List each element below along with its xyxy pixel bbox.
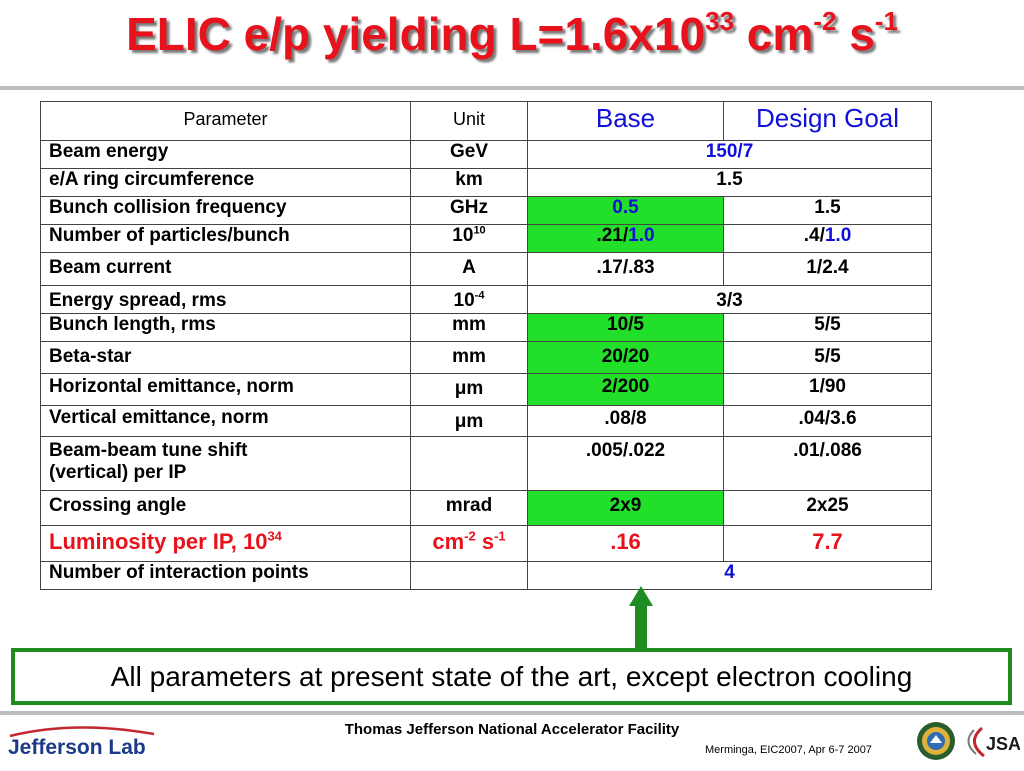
goal-cell: 1/90 — [724, 374, 932, 406]
unit-cell: GeV — [411, 141, 528, 169]
base-cell: .21/1.0 — [528, 225, 724, 253]
goal-cell: 5/5 — [724, 314, 932, 342]
unit-cell: A — [411, 253, 528, 286]
unit-cell — [411, 437, 528, 491]
param-cell: Beam energy — [41, 141, 411, 169]
param-cell: Vertical emittance, norm — [41, 406, 411, 437]
base-cell: .16 — [528, 526, 724, 562]
table-row — [41, 374, 932, 406]
header-unit: Unit — [411, 102, 528, 141]
goal-cell: .4/1.0 — [724, 225, 932, 253]
unit-cell: mm — [411, 314, 528, 342]
goal-cell: 5/5 — [724, 342, 932, 374]
doe-seal-icon — [916, 721, 956, 761]
jsa-logo-icon — [962, 722, 1020, 762]
unit-cell: μm — [411, 406, 528, 437]
header-design-goal: Design Goal — [724, 102, 932, 141]
base-cell: 20/20 — [528, 342, 724, 374]
goal-cell: 1.5 — [724, 197, 932, 225]
jefferson-lab-logo-text: Jefferson Lab — [8, 736, 146, 759]
merged-value-cell: 150/7 — [528, 141, 932, 169]
header-base: Base — [528, 102, 724, 141]
unit-cell: mm — [411, 342, 528, 374]
param-cell: Luminosity per IP, $10^{34}$ — [41, 526, 411, 562]
table-row — [41, 406, 932, 437]
page-title: ELIC e/p yielding $L=1.6x10^{33}$ $cm^{-2}$ $s^{-1}$ — [126, 6, 898, 60]
goal-cell: .04/3.6 — [724, 406, 932, 437]
param-cell: e/A ring circumference — [41, 169, 411, 197]
goal-cell: 1/2.4 — [724, 253, 932, 286]
param-cell: Number of particles/bunch — [41, 225, 411, 253]
param-cell: Beam-beam tune shift (vertical) per IP — [41, 437, 411, 491]
unit-cell: $10^{-4}$ — [411, 286, 528, 314]
base-cell: 2/200 — [528, 374, 724, 406]
footer-author: Merminga, EIC2007, Apr 6-7 2007 — [705, 744, 872, 756]
param-cell: Horizontal emittance, norm — [41, 374, 411, 406]
table-row — [41, 286, 932, 314]
unit-cell: $cm^{-2}$ $s^{-1}$ — [411, 526, 528, 562]
table-row — [41, 562, 932, 590]
top-divider — [0, 86, 1024, 90]
goal-cell: 2x25 — [724, 491, 932, 526]
merged-value-cell: 1.5 — [528, 169, 932, 197]
unit-cell: mrad — [411, 491, 528, 526]
table-row — [41, 141, 932, 169]
goal-cell: 7.7 — [724, 526, 932, 562]
unit-cell — [411, 562, 528, 590]
param-cell: Bunch collision frequency — [41, 197, 411, 225]
table-row-luminosity — [41, 526, 932, 562]
table-row — [41, 491, 932, 526]
table-row — [41, 225, 932, 253]
bottom-divider — [0, 711, 1024, 715]
table-row — [41, 253, 932, 286]
unit-cell: μm — [411, 374, 528, 406]
note-box: All parameters at present state of the art, except electron cooling — [11, 648, 1012, 705]
footer-facility: Thomas Jefferson National Accelerator Facility — [344, 721, 680, 738]
base-cell: .08/8 — [528, 406, 724, 437]
unit-cell: $10^{10}$ — [411, 225, 528, 253]
base-cell: 10/5 — [528, 314, 724, 342]
unit-cell: GHz — [411, 197, 528, 225]
base-cell: 0.5 — [528, 197, 724, 225]
param-cell: Energy spread, rms — [41, 286, 411, 314]
merged-value-cell: 3/3 — [528, 286, 932, 314]
param-cell: Crossing angle — [41, 491, 411, 526]
param-cell: Beta-star — [41, 342, 411, 374]
table-row — [41, 169, 932, 197]
table-row — [41, 314, 932, 342]
header-parameter: Parameter — [41, 102, 411, 141]
goal-cell: .01/.086 — [724, 437, 932, 491]
merged-value-cell: 4 — [528, 562, 932, 590]
table-header-row — [41, 102, 932, 141]
table-row — [41, 342, 932, 374]
base-cell: .005/.022 — [528, 437, 724, 491]
unit-cell: km — [411, 169, 528, 197]
table-row — [41, 197, 932, 225]
param-cell: Bunch length, rms — [41, 314, 411, 342]
base-cell: .17/.83 — [528, 253, 724, 286]
table-row — [41, 437, 932, 491]
param-cell: Beam current — [41, 253, 411, 286]
arrow-shaft — [635, 598, 647, 650]
param-cell: Number of interaction points — [41, 562, 411, 590]
parameter-table — [40, 101, 932, 590]
svg-text:JSA: JSA — [986, 734, 1020, 754]
base-cell: 2x9 — [528, 491, 724, 526]
